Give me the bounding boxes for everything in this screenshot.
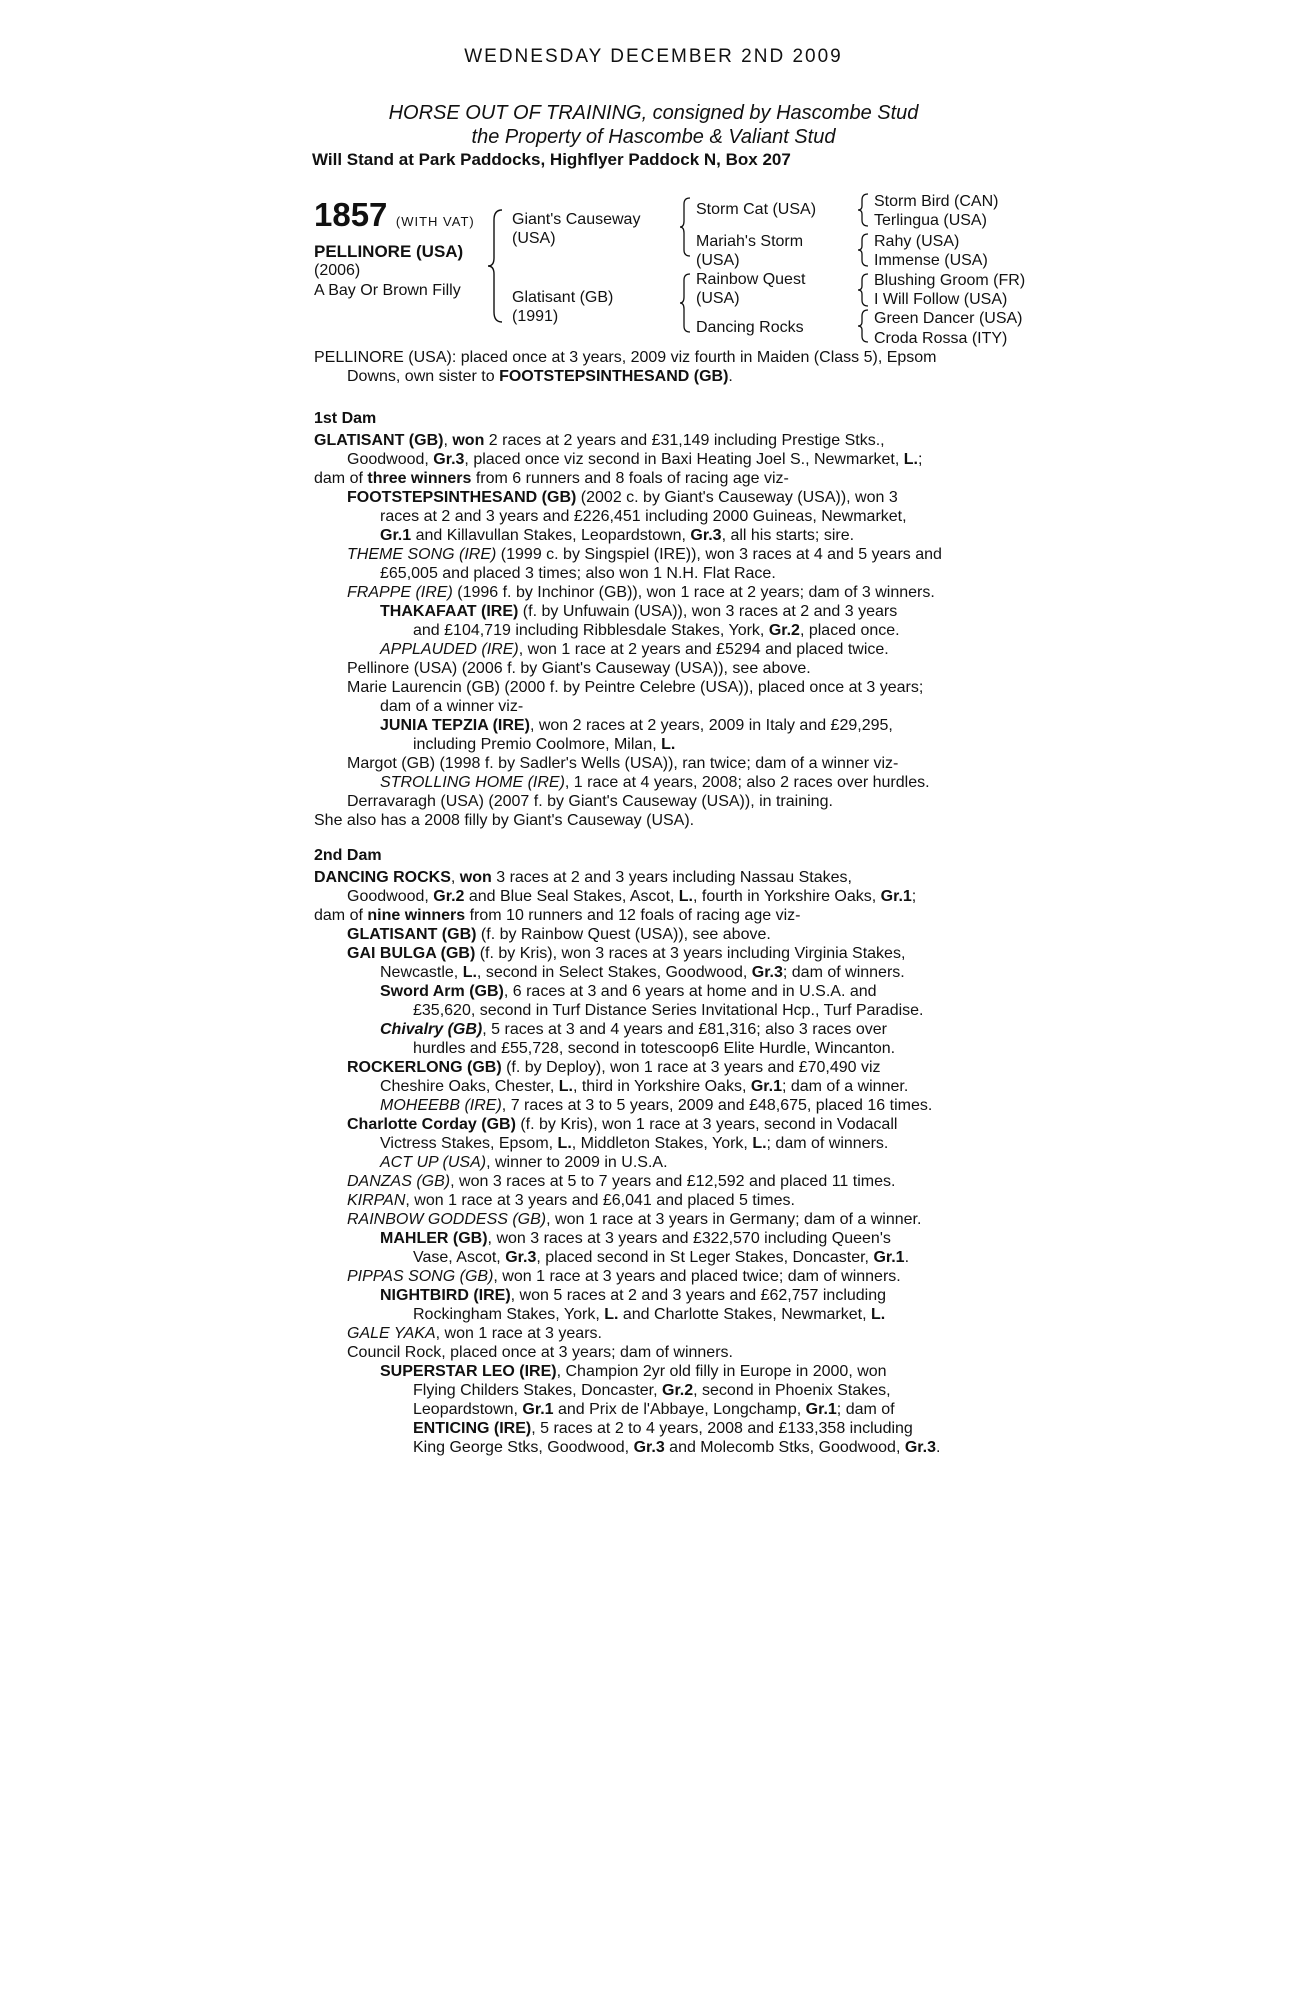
pedigree-brace-main <box>486 208 506 324</box>
second-dam-line: SUPERSTAR LEO (IRE), Champion 2yr old filly in Europe in 2000, won <box>380 1363 887 1380</box>
second-dam-line: DANZAS (GB), won 3 races at 5 to 7 years and £12,592 and placed 11 times. <box>347 1173 896 1190</box>
first-dam-line: STROLLING HOME (IRE), 1 race at 4 years, 2008; also 2 races over hurdles. <box>380 774 930 791</box>
pedigree-sire: Giant's Causeway (USA) <box>512 211 641 247</box>
first-dam-line: JUNIA TEPZIA (IRE), won 2 races at 2 years, 2009 in Italy and £29,295, <box>380 717 893 734</box>
sibling-name: FOOTSTEPSINTHESAND (GB) <box>499 368 729 385</box>
second-dam-line: ENTICING (IRE), 5 races at 2 to 4 years, 2008 and £133,358 including <box>413 1420 913 1437</box>
first-dam-line: including Premio Coolmore, Milan, L. <box>413 736 676 753</box>
first-dam-heading: 1st Dam <box>314 410 377 427</box>
second-dam-line: DANCING ROCKS, won 3 races at 2 and 3 years including Nassau Stakes, <box>314 869 852 886</box>
pedigree-dss: Blushing Groom (FR) <box>874 272 1026 289</box>
property-line: the Property of Hascombe & Valiant Stud <box>471 126 836 148</box>
second-dam-line: GAI BULGA (GB) (f. by Kris), won 3 races at 3 years including Virginia Stakes, <box>347 945 906 962</box>
foaling-year: (2006) <box>314 262 361 279</box>
pedigree-brace-sd <box>856 232 870 268</box>
second-dam-line: PIPPAS SONG (GB), won 1 race at 3 years and placed twice; dam of winners. <box>347 1268 901 1285</box>
first-dam-line: Marie Laurencin (GB) (2000 f. by Peintre Celebre (USA)), placed once at 3 years; <box>347 679 924 696</box>
horse-name: PELLINORE (USA) <box>314 242 464 261</box>
pedigree-dam: Glatisant (GB) (1991) <box>512 289 614 325</box>
consignment-line: HORSE OUT OF TRAINING, consigned by Hascombe Stud <box>388 102 919 124</box>
first-dam-line: FRAPPE (IRE) (1996 f. by Inchinor (GB)), won 1 race at 2 years; dam of 3 winners. <box>347 584 935 601</box>
first-dam-line: Margot (GB) (1998 f. by Sadler's Wells (USA)), ran twice; dam of a winner viz- <box>347 755 899 772</box>
second-dam-line: Flying Childers Stakes, Doncaster, Gr.2, second in Phoenix Stakes, <box>413 1382 891 1399</box>
second-dam-line: £35,620, second in Turf Distance Series Invitational Hcp., Turf Paradise. <box>413 1002 924 1019</box>
second-dam-line: King George Stks, Goodwood, Gr.3 and Molecomb Stks, Goodwood, Gr.3. <box>413 1439 941 1456</box>
pedigree-sire-dam: Mariah's Storm (USA) <box>696 233 804 269</box>
second-dam-line: MOHEEBB (IRE), 7 races at 3 to 5 years, 2009 and £48,675, placed 16 times. <box>380 1097 933 1114</box>
pedigree-ssd: Terlingua (USA) <box>874 212 987 229</box>
first-dam-line: Gr.1 and Killavullan Stakes, Leopardstown, Gr.3, all his starts; sire. <box>380 527 855 544</box>
first-dam-line: She also has a 2008 filly by Giant's Causeway (USA). <box>314 812 695 829</box>
pedigree-ddd: Croda Rossa (ITY) <box>874 330 1008 347</box>
second-dam-line: Rockingham Stakes, York, L. and Charlotte Stakes, Newmarket, L. <box>413 1306 886 1323</box>
second-dam-line: NIGHTBIRD (IRE), won 5 races at 2 and 3 years and £62,757 including <box>380 1287 887 1304</box>
first-dam-line: dam of three winners from 6 runners and 8 foals of racing age viz- <box>314 470 789 487</box>
lot-number: 1857 <box>314 196 388 233</box>
second-dam-line: Sword Arm (GB), 6 races at 3 and 6 years at home and in U.S.A. and <box>380 983 877 1000</box>
race-summary-line2: Downs, own sister to FOOTSTEPSINTHESAND (GB). <box>347 368 733 385</box>
second-dam-line: Charlotte Corday (GB) (f. by Kris), won 1 race at 3 years, second in Vodacall <box>347 1116 898 1133</box>
stand-location: Will Stand at Park Paddocks, Highflyer Paddock N, Box 207 <box>312 150 791 169</box>
sale-date: WEDNESDAY DECEMBER 2ND 2009 <box>464 46 843 67</box>
pedigree-dam-sire: Rainbow Quest (USA) <box>696 271 806 307</box>
second-dam-line: dam of nine winners from 10 runners and 12 foals of racing age viz- <box>314 907 801 924</box>
second-dam-line: Goodwood, Gr.2 and Blue Seal Stakes, Ascot, L., fourth in Yorkshire Oaks, Gr.1; <box>347 888 917 905</box>
second-dam-heading: 2nd Dam <box>314 847 382 864</box>
first-dam-line: £65,005 and placed 3 times; also won 1 N.H. Flat Race. <box>380 565 776 582</box>
second-dam-line: ACT UP (USA), winner to 2009 in U.S.A. <box>380 1154 668 1171</box>
horse-description: A Bay Or Brown Filly <box>314 282 461 299</box>
vat-note: (WITH VAT) <box>395 214 475 229</box>
first-dam-line: and £104,719 including Ribblesdale Stakes, York, Gr.2, placed once. <box>413 622 900 639</box>
first-dam-line: THAKAFAAT (IRE) (f. by Unfuwain (USA)), won 3 races at 2 and 3 years <box>380 603 898 620</box>
first-dam-line: Derravaragh (USA) (2007 f. by Giant's Causeway (USA)), in training. <box>347 793 833 810</box>
first-dam-line: FOOTSTEPSINTHESAND (GB) (2002 c. by Giant's Causeway (USA)), won 3 <box>347 489 898 506</box>
pedigree-sss: Storm Bird (CAN) <box>874 193 999 210</box>
pedigree-dsd: I Will Follow (USA) <box>874 291 1008 308</box>
first-dam-line: dam of a winner viz- <box>380 698 524 715</box>
first-dam-line: APPLAUDED (IRE), won 1 race at 2 years and £5294 and placed twice. <box>380 641 889 658</box>
second-dam-line: hurdles and £55,728, second in totescoop6 Elite Hurdle, Wincanton. <box>413 1040 896 1057</box>
first-dam-line: races at 2 and 3 years and £226,451 including 2000 Guineas, Newmarket, <box>380 508 907 525</box>
first-dam-line: Goodwood, Gr.3, placed once viz second in Baxi Heating Joel S., Newmarket, L.; <box>347 451 923 468</box>
pedigree-brace-dd <box>856 308 870 344</box>
second-dam-line: GALE YAKA, won 1 race at 3 years. <box>347 1325 602 1342</box>
second-dam-line: Newcastle, L., second in Select Stakes, Goodwood, Gr.3; dam of winners. <box>380 964 905 981</box>
first-dam-line: GLATISANT (GB), won 2 races at 2 years and £31,149 including Prestige Stks., <box>314 432 885 449</box>
pedigree-brace-ds <box>856 272 870 308</box>
pedigree-sire-sire: Storm Cat (USA) <box>696 201 817 218</box>
pedigree-brace-ss <box>856 192 870 228</box>
second-dam-line: ROCKERLONG (GB) (f. by Deploy), won 1 race at 3 years and £70,490 viz <box>347 1059 881 1076</box>
second-dam-line: GLATISANT (GB) (f. by Rainbow Quest (USA)), see above. <box>347 926 771 943</box>
second-dam-line: MAHLER (GB), won 3 races at 3 years and £322,570 including Queen's <box>380 1230 891 1247</box>
second-dam-line: Chivalry (GB), 5 races at 3 and 4 years and £81,316; also 3 races over <box>380 1021 887 1038</box>
pedigree-sdd: Immense (USA) <box>874 252 988 269</box>
second-dam-line: KIRPAN, won 1 race at 3 years and £6,041 and placed 5 times. <box>347 1192 795 1209</box>
second-dam-line: Leopardstown, Gr.1 and Prix de l'Abbaye, Longchamp, Gr.1; dam of <box>413 1401 895 1418</box>
pedigree-brace-dam <box>678 272 692 334</box>
pedigree-dds: Green Dancer (USA) <box>874 310 1023 327</box>
first-dam-line: THEME SONG (IRE) (1999 c. by Singspiel (IRE)), won 3 races at 4 and 5 years and <box>347 546 942 563</box>
second-dam-line: RAINBOW GODDESS (GB), won 1 race at 3 years in Germany; dam of a winner. <box>347 1211 922 1228</box>
pedigree-dam-dam: Dancing Rocks <box>696 319 804 336</box>
first-dam-line: Pellinore (USA) (2006 f. by Giant's Causeway (USA)), see above. <box>347 660 811 677</box>
second-dam-line: Council Rock, placed once at 3 years; dam of winners. <box>347 1344 733 1361</box>
pedigree-brace-sire <box>678 196 692 258</box>
second-dam-line: Vase, Ascot, Gr.3, placed second in St Leger Stakes, Doncaster, Gr.1. <box>413 1249 910 1266</box>
second-dam-line: Victress Stakes, Epsom, L., Middleton Stakes, York, L.; dam of winners. <box>380 1135 889 1152</box>
pedigree-sds: Rahy (USA) <box>874 233 960 250</box>
lot-number-block <box>314 196 475 234</box>
race-summary-line1: PELLINORE (USA): placed once at 3 years, 2009 viz fourth in Maiden (Class 5), Epsom <box>314 349 937 366</box>
second-dam-line: Cheshire Oaks, Chester, L., third in Yorkshire Oaks, Gr.1; dam of a winner. <box>380 1078 909 1095</box>
